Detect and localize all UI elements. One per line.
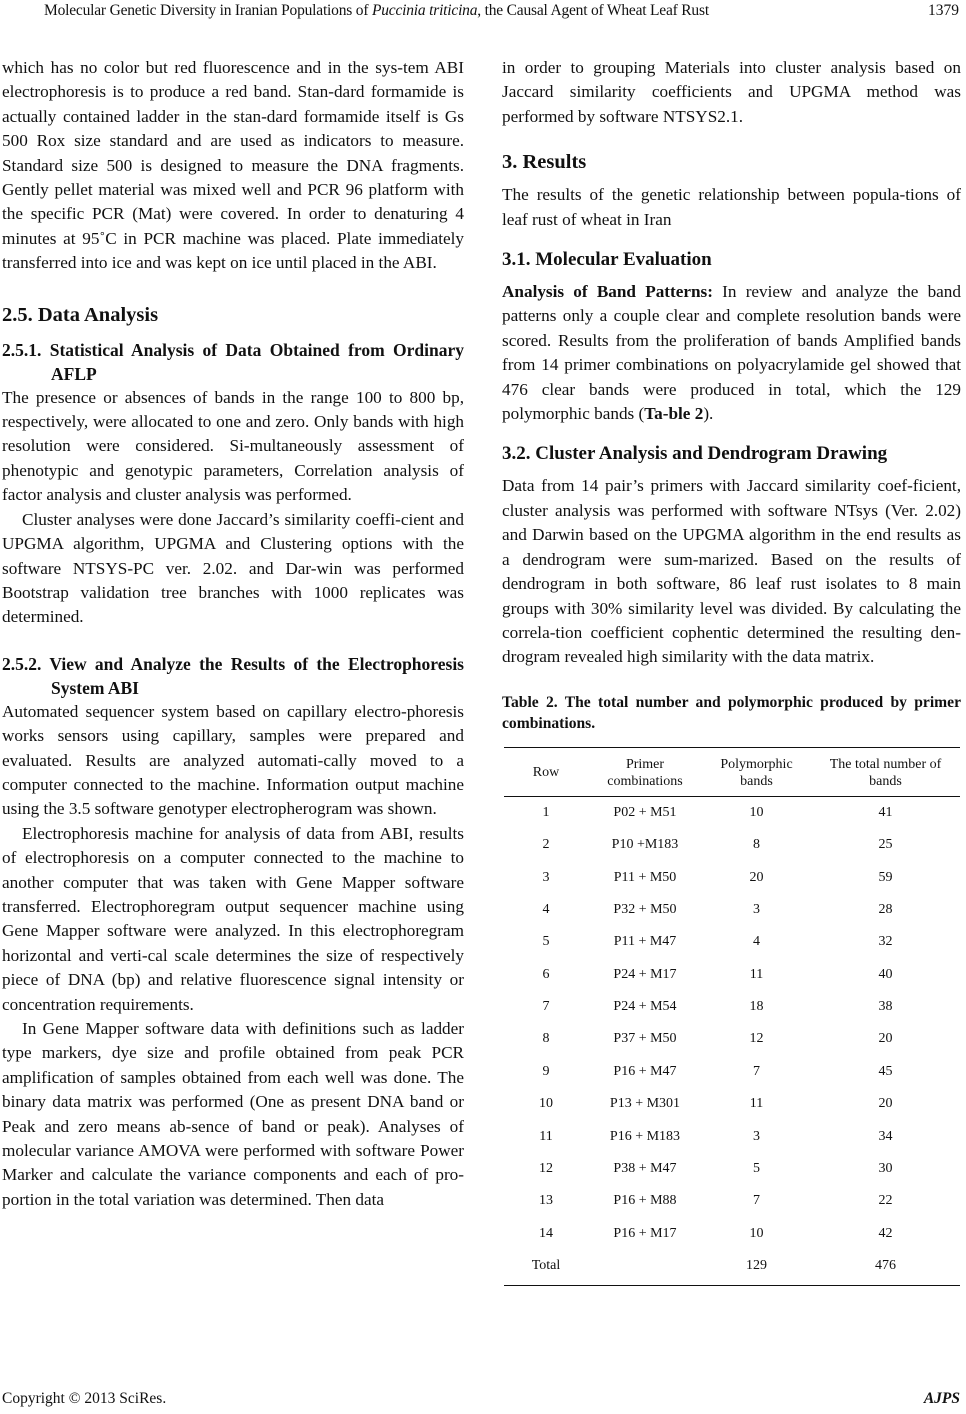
subsection-heading-3-1: 3.1. Molecular Evaluation	[502, 249, 712, 271]
table-row	[504, 1056, 960, 1088]
table-cell: 476	[811, 1250, 960, 1286]
table-cell: 3	[542, 869, 550, 885]
table-cell: 10	[749, 1225, 764, 1241]
table-cell: 42	[878, 1225, 893, 1241]
table-row	[504, 1121, 960, 1153]
table-2	[504, 747, 960, 1286]
paragraph: Automated sequencer system based on capillary electro-phoresis works sensors using capillary, samples were prepared and evaluated. Results are analyzed automati-cally moved to a computer connected to the machine. Information output machine using the 3.5 software genotyper electropherogram was shown.	[2, 701, 464, 819]
table-cell: 18	[749, 999, 764, 1015]
section-heading-2-5: 2.5. Data Analysis	[2, 303, 159, 326]
paragraph: In Gene Mapper software data with definitions such as ladder type markers, dye size and profile obtained from peak PCR amplification of samples obtained from each well was done. The binary data matrix was performed (One as present DNA band or Peak and zero means ab-sence of band or peak). Analyses of molecular variance AMOVA were performed with software Power Marker and calculate the variance components and each of pro-portion in the total variation was determined. Then data	[2, 1019, 464, 1209]
table-row	[504, 959, 960, 991]
paragraph: The presence or absences of bands in the range 100 to 800 bp, respectively, were allocated to one and zero. Only bands with high resolution were considered. Si-multaneously assessment of phenotypic and genotypic parameters, Correlation analysis of factor analysis and cluster analysis was performed.	[2, 387, 464, 505]
column-header: Primer combinations	[588, 747, 702, 796]
table-caption: Table 2. The total number and polymorphic produced by primer combinations.	[502, 693, 961, 732]
table-cell: 10	[749, 804, 764, 820]
table-cell: 7	[753, 1063, 760, 1079]
subsection-heading-2-5-2: 2.5.2. View and Analyze the Results of the Electrophoresis System ABI	[2, 653, 464, 698]
section-heading-3: 3. Results	[502, 151, 587, 174]
table-cell: 3	[753, 901, 760, 917]
table-cell: P37 + M50	[613, 1031, 677, 1047]
table-cell: 7	[753, 1193, 760, 1209]
table-cell: 9	[542, 1063, 550, 1079]
table-cell: P10 +M183	[611, 837, 679, 853]
table-cell: 34	[878, 1128, 893, 1144]
page-number: 1379	[928, 2, 959, 19]
table-cell: 45	[878, 1063, 893, 1079]
table-cell: 25	[878, 837, 893, 853]
table-cell: 38	[878, 999, 893, 1015]
table-row	[504, 796, 960, 829]
table-row	[504, 1153, 960, 1185]
table-cell: 129	[702, 1250, 811, 1286]
table-cell: Total	[504, 1250, 588, 1286]
column-header: The total number of bands	[811, 747, 960, 796]
table-cell: 8	[753, 837, 760, 853]
table-cell: P32 + M50	[613, 901, 677, 917]
table-cell: 11	[749, 1096, 764, 1112]
table-cell: 12	[749, 1031, 764, 1047]
table-cell: 4	[542, 901, 550, 917]
copyright-notice: Copyright © 2013 SciRes.	[2, 1390, 167, 1407]
table-cell: 11	[539, 1128, 553, 1144]
table-cell: 10	[539, 1096, 553, 1112]
table-cell: 7	[542, 999, 550, 1015]
table-cell: 41	[878, 804, 893, 820]
table-cell: P02 + M51	[613, 804, 677, 820]
table-row	[504, 894, 960, 926]
species-name: Puccinia triticina	[371, 2, 478, 19]
table-cell: P11 + M50	[613, 869, 677, 885]
table-cell: 20	[878, 1031, 893, 1047]
table-cell: 20	[749, 869, 764, 885]
paragraph: Analysis of Band Patterns: In review and analyze the band patterns only a couple clear and complete resolution bands were scored. Results from the proliferation of bands Amplified bands from 14 primer combinations on polyacrylamide gel showed that 476 clear bands were produced in total, which the 129 polymorphic bands (Ta-ble 2).	[502, 282, 961, 424]
table-row	[504, 862, 960, 894]
table-cell: 8	[542, 1031, 550, 1047]
table-cell: 2	[542, 837, 550, 853]
paragraph: Cluster analyses were done Jaccard’s similarity coeffi-cient and UPGMA algorithm, UPGMA and Clustering options with the software NTSYS-PC ver. 2.02. and Dar-win was performed Bootstrap validation tree branches with 1000 replicates was determined.	[2, 509, 464, 627]
subsection-heading-2-5-1: 2.5.1. Statistical Analysis of Data Obtained from Ordinary AFLP	[2, 339, 464, 384]
table-row	[504, 926, 960, 958]
table-cell: 30	[878, 1161, 893, 1177]
table-row	[504, 1218, 960, 1250]
table-cell: 6	[542, 966, 550, 982]
table-cell: P16 + M17	[613, 1225, 677, 1241]
table-cell: P24 + M17	[613, 966, 677, 982]
table-row	[504, 1023, 960, 1055]
paragraph: The results of the genetic relationship between popula-tions of leaf rust of wheat in Iran	[502, 185, 961, 229]
table-cell: 59	[878, 869, 893, 885]
table-cell: P13 + M301	[609, 1096, 681, 1112]
table-cell: 4	[753, 934, 760, 950]
table-cell: 5	[753, 1161, 760, 1177]
running-head-title: Molecular Genetic Diversity in Iranian Populations of Puccinia triticina, the Causal Agent of Wheat Leaf Rust	[44, 2, 709, 19]
table-cell: P16 + M88	[613, 1193, 677, 1209]
table-reference-link[interactable]: Ta-ble 2	[644, 404, 704, 424]
table-header-row	[504, 747, 960, 796]
right-column	[502, 56, 961, 1286]
table-cell: 40	[878, 966, 893, 982]
table-cell: 22	[878, 1193, 893, 1209]
table-cell: P16 + M47	[613, 1063, 677, 1079]
table-cell: 28	[878, 901, 893, 917]
table-cell: P11 + M47	[613, 934, 677, 950]
table-cell: 1	[542, 804, 550, 820]
left-column	[2, 56, 464, 1212]
table-row	[504, 1088, 960, 1120]
table-cell: 3	[753, 1128, 760, 1144]
table-total-row	[504, 1250, 960, 1286]
table-cell: 11	[749, 966, 764, 982]
table-cell: 5	[542, 934, 550, 950]
table-cell: 32	[878, 934, 893, 950]
column-header: Row	[504, 747, 588, 796]
journal-abbreviation: AJPS	[923, 1390, 960, 1407]
table-cell: 14	[539, 1225, 553, 1241]
table-cell: 12	[539, 1161, 553, 1177]
paragraph: Electrophoresis machine for analysis of data from ABI, results of electrophoresis on a computer connected to the machine to another computer that was taken with Gene Mapper software transferred. Electrophoregram output sequencer machine using Gene Mapper software were analyzed. In this electrophoregram horizontal and verti-cal scale determines the size of respectively piece of DNA (bp) and relative fluorescence signal intensity or concentration requirements.	[2, 823, 464, 1014]
paragraph: which has no color but red fluorescence and in the sys-tem ABI electrophoresis is to produce a red band. Stan-dard formamide is actually contained ladder in the stan-dard formamide itself is Gs 500 Rox size standard and are used as indicators to measure. Standard size 500 is designed to measure the DNA fragments. Gently pellet material was mixed well and PCR 96 platform with the specific PCR (Mat) were covered. In order to denaturing 4 minutes at 95˚C in PCR machine was placed. Plate immediately transferred into ice and was kept on ice until placed in the ABI.	[2, 58, 464, 273]
paragraph: in order to grouping Materials into cluster analysis based on Jaccard similarity coefficients and UPGMA method was performed by software NTSYS2.1.	[502, 58, 961, 126]
subsection-heading-3-2: 3.2. Cluster Analysis and Dendrogram Drawing	[502, 443, 888, 465]
paragraph: Data from 14 pair’s primers with Jaccard similarity coef-ficient, cluster analysis was performed with software NTsys (Ver. 2.02) and Darwin based on the UPGMA algorithm in the end results as a dendrogram were sum-marized. Based on the results of dendrogram in both software, 86 leaf rust isolates to 8 main groups with 30% similarity level was divided. By calculating the correla-tion coefficient cophentic determined the resulting den-drogram revealed high similarity with the data matrix.	[502, 476, 961, 667]
running-head	[0, 0, 966, 22]
table-cell: P38 + M47	[613, 1161, 677, 1177]
table-cell: P24 + M54	[613, 999, 677, 1015]
table-row	[504, 829, 960, 861]
table-row	[504, 1185, 960, 1217]
column-header: Polymorphic bands	[702, 747, 811, 796]
table-cell: P16 + M183	[609, 1128, 681, 1144]
table-cell: 20	[878, 1096, 893, 1112]
table-row	[504, 991, 960, 1023]
table-cell: 13	[539, 1193, 553, 1209]
table-cell	[588, 1250, 702, 1286]
